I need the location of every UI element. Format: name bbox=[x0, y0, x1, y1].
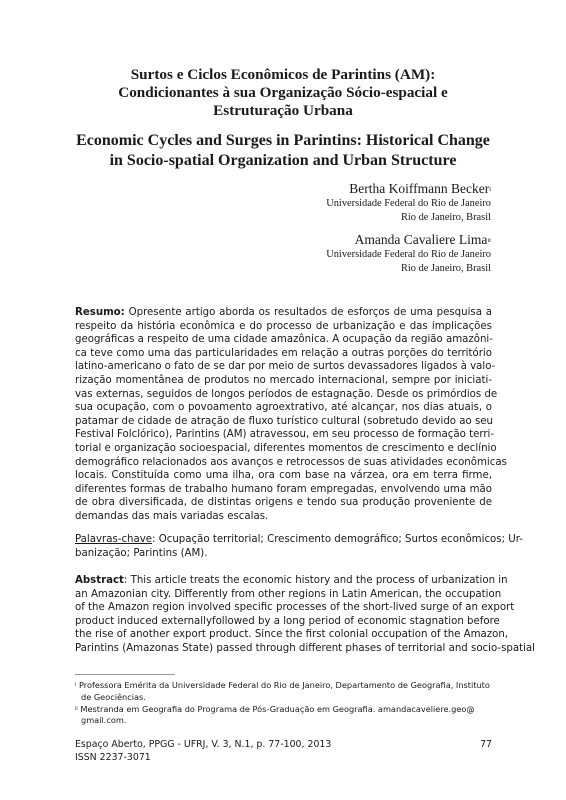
author-affiliation: Universidade Federal do Rio de Janeiro bbox=[326, 198, 491, 209]
footnotes bbox=[75, 680, 492, 727]
footnote-line: Mestranda em Geografia do Programa de Pós-Graduação em Geografia. amandacaveliere.geo@ bbox=[80, 703, 475, 714]
resumo-line: Opresente artigo aborda os resultados de esforços de uma pesquisa a bbox=[128, 307, 492, 318]
abstract-line: the rise of another export product. Since the first colonial occupation of the Amazon, bbox=[75, 629, 509, 641]
footnote-divider bbox=[75, 674, 175, 675]
author-block bbox=[326, 231, 491, 276]
resumo-line: demandas das mais variadas escalas. bbox=[75, 510, 269, 522]
title-line: Economic Cycles and Surges in Parintins: Historical Change bbox=[76, 132, 490, 149]
abstract-line: product induced externallyfollowed by a long period of economic stagnation before bbox=[75, 615, 500, 627]
abstract-paragraph bbox=[75, 574, 535, 656]
title-line: Surtos e Ciclos Econômicos de Parintins (AM): bbox=[130, 66, 436, 83]
resumo-line: de obra diversificada, de distintas origens e tendo sua produção proveniente de bbox=[75, 497, 492, 509]
title-line: in Socio-spatial Organization and Urban Structure bbox=[109, 151, 457, 169]
author-name: Amanda Cavaliere Lima bbox=[354, 232, 488, 247]
resumo-line: vas externas, seguidos de longos períodos de estagnação. Desde os primórdios de bbox=[75, 388, 498, 400]
page-footer bbox=[75, 738, 492, 764]
resumo-line: respeito da história econômica e do processo de urbanização e das implicações bbox=[75, 320, 492, 332]
title-line: Condicionantes à sua Organização Sócio-espacial e bbox=[118, 84, 448, 101]
issn: ISSN 2237-3071 bbox=[75, 752, 151, 763]
footnote-line: gmail.com. bbox=[81, 715, 127, 726]
resumo-line: ca teve como uma das particularidades em relação a outras porções do território bbox=[75, 347, 492, 359]
resumo-line: diferentes formas de trabalho humano foram empregadas, envolvendo uma mão bbox=[75, 483, 492, 495]
resumo-line: geográficas a respeito de uma cidade amazônica. A ocupação da região amazôni- bbox=[75, 334, 493, 346]
title-english bbox=[60, 131, 506, 170]
keywords-line: banização; Parintins (AM). bbox=[75, 547, 208, 559]
abstract-line: an Amazonian city. Differently from other regions in Latin American, the occupation bbox=[75, 588, 502, 600]
resumo-label: Resumo: bbox=[75, 307, 125, 318]
author-block bbox=[326, 180, 491, 225]
keywords-line: : Ocupação territorial; Crescimento demográfico; Surtos econômicos; Ur- bbox=[152, 534, 523, 545]
resumo-line: locais. Constituída como uma ilha, ora com base na várzea, ora em terra firme, bbox=[75, 470, 492, 482]
resumo-line: sua ocupação, com o povoamento agroextrativo, até alcançar, nos dias atuais, o bbox=[75, 402, 492, 414]
resumo-paragraph bbox=[75, 306, 507, 524]
journal-citation: Espaço Aberto, PPGG - UFRJ, V. 3, N.1, p. 77-100, 2013 bbox=[75, 739, 332, 750]
resumo-line: Festival Folclórico), Parintins (AM) atravessou, em seu processo de formação terri- bbox=[75, 429, 495, 441]
footnote-line: de Geociências. bbox=[81, 691, 146, 702]
author-footnote-mark: i bbox=[489, 186, 491, 193]
resumo-line: torial e organização socioespacial, diferentes momentos de crescimento e declínio bbox=[75, 442, 497, 454]
author-footnote-mark: ii bbox=[487, 237, 491, 244]
page-number: 77 bbox=[480, 739, 492, 750]
abstract-line: : This article treats the economic history and the process of urbanization in bbox=[123, 575, 508, 586]
abstract-line: of the Amazon region involved specific processes of the short-lived surge of an export bbox=[75, 602, 515, 614]
keywords-paragraph bbox=[75, 533, 523, 560]
resumo-line: demográfico relacionados aos avanços e retrocessos de suas atividades econômicas bbox=[75, 456, 507, 468]
resumo-line: patamar de cidade de atração de fluxo turístico cultural (sobretudo devido ao seu bbox=[75, 415, 494, 427]
abstract-label: Abstract bbox=[75, 575, 124, 586]
title-portuguese bbox=[60, 66, 506, 120]
resumo-line: rização momentânea de produtos no mercado internacional, sempre por iniciati- bbox=[75, 374, 492, 386]
author-location: Rio de Janeiro, Brasil bbox=[400, 212, 491, 223]
resumo-line: latino-americano o fato de se dar por meio de surtos devassadores ligados à valo- bbox=[75, 361, 496, 373]
keywords-label: Palavras-chave bbox=[75, 534, 153, 545]
author-location: Rio de Janeiro, Brasil bbox=[400, 263, 491, 274]
footnote-line: Professora Emérita da Universidade Federal do Rio de Janeiro, Departamento de Geografia, Instituto bbox=[79, 680, 490, 690]
author-affiliation: Universidade Federal do Rio de Janeiro bbox=[326, 249, 491, 260]
footnote-mark: i bbox=[75, 682, 77, 688]
author-name: Bertha Koiffmann Becker bbox=[349, 181, 490, 196]
abstract-line: Parintins (Amazonas State) passed through different phases of territorial and socio-spatial bbox=[75, 642, 535, 654]
footnote-mark: ii bbox=[75, 705, 78, 712]
title-line: Estruturação Urbana bbox=[213, 102, 353, 119]
